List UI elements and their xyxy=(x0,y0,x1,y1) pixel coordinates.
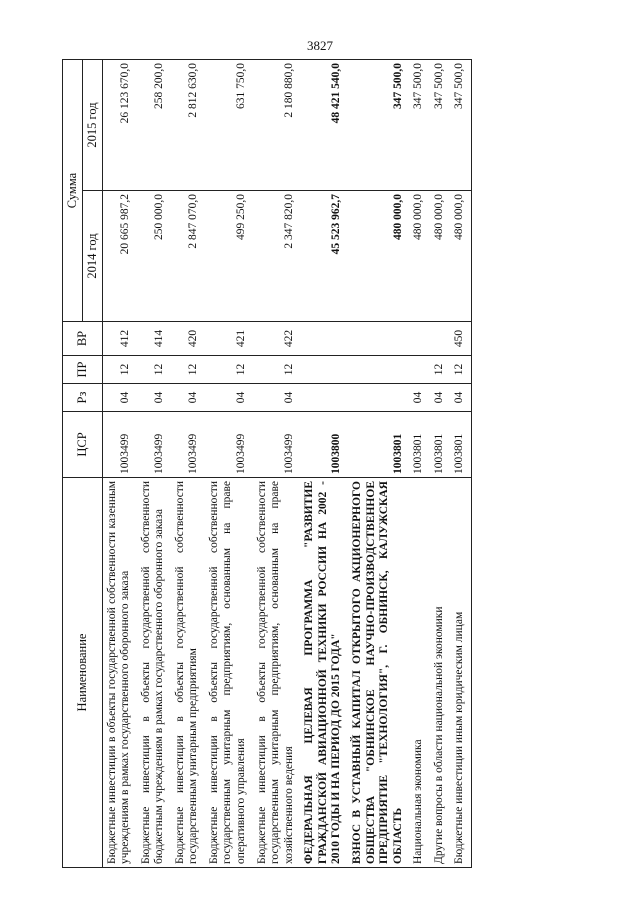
row-2014: 480 000,0 xyxy=(430,191,451,322)
row-2015: 347 500,0 xyxy=(430,60,451,191)
row-rz: 04 xyxy=(205,384,253,412)
row-pr: 12 xyxy=(450,356,471,384)
table-row xyxy=(171,60,205,868)
row-2014: 2 847 070,0 xyxy=(171,191,205,322)
row-vr: 421 xyxy=(205,322,253,356)
row-pr xyxy=(348,356,409,384)
row-name: Бюджетные инвестиции в объекты государственной собственности казенным учреждениям в рамках государственного оборонного заказа xyxy=(102,478,137,868)
table-row xyxy=(300,60,348,868)
row-csr: 1003499 xyxy=(102,412,137,478)
row-csr: 1003801 xyxy=(430,412,451,478)
row-vr: 412 xyxy=(102,322,137,356)
row-rz xyxy=(300,384,348,412)
table-row xyxy=(102,60,137,868)
row-pr: 12 xyxy=(137,356,171,384)
row-rz: 04 xyxy=(137,384,171,412)
row-2015: 347 500,0 xyxy=(450,60,471,191)
row-2014: 20 665 987,2 xyxy=(102,191,137,322)
row-name: Национальная экономика xyxy=(409,478,430,868)
row-pr: 12 xyxy=(205,356,253,384)
table-row xyxy=(348,60,409,868)
row-name: Бюджетные инвестиции в объекты государственной собственности государственным унитарным предприятиям xyxy=(171,478,205,868)
row-2014: 2 347 820,0 xyxy=(253,191,301,322)
row-rz: 04 xyxy=(253,384,301,412)
row-vr: 414 xyxy=(137,322,171,356)
row-2014: 480 000,0 xyxy=(450,191,471,322)
row-vr: 422 xyxy=(253,322,301,356)
table-row xyxy=(450,60,471,868)
row-name: Бюджетные инвестиции в объекты государственной собственности бюджетным учреждениям в рамках государственного оборонного заказа xyxy=(137,478,171,868)
budget-table-rotated xyxy=(62,60,584,868)
row-2014: 45 523 962,7 xyxy=(300,191,348,322)
row-2015: 48 421 540,0 xyxy=(300,60,348,191)
row-name: Бюджетные инвестиции иным юридическим лицам xyxy=(450,478,471,868)
row-pr xyxy=(300,356,348,384)
header-sum: Сумма xyxy=(63,60,83,322)
row-name: ВЗНОС В УСТАВНЫЙ КАПИТАЛ ОТКРЫТОГО АКЦИОНЕРНОГО ОБЩЕСТВА "ОБНИНСКОЕ НАУЧНО-ПРОИЗВОДСТВЕННОЕ ПРЕДПРИЯТИЕ "ТЕХНОЛОГИЯ", Г. ОБНИНСК, КАЛУЖСКАЯ ОБЛАСТЬ xyxy=(348,478,409,868)
row-rz: 04 xyxy=(171,384,205,412)
table-row xyxy=(137,60,171,868)
row-csr: 1003499 xyxy=(253,412,301,478)
header-name: Наименование xyxy=(63,478,103,868)
row-vr xyxy=(300,322,348,356)
budget-table xyxy=(62,59,472,868)
row-2015: 258 200,0 xyxy=(137,60,171,191)
row-rz: 04 xyxy=(102,384,137,412)
row-csr: 1003499 xyxy=(205,412,253,478)
table-body xyxy=(102,60,471,868)
row-name: ФЕДЕРАЛЬНАЯ ЦЕЛЕВАЯ ПРОГРАММА "РАЗВИТИЕ ГРАЖДАНСКОЙ АВИАЦИОННОЙ ТЕХНИКИ РОССИИ НА 2002 - 2010 ГОДЫ И НА ПЕРИОД ДО 2015 ГОДА" xyxy=(300,478,348,868)
table-row xyxy=(253,60,301,868)
row-pr: 12 xyxy=(171,356,205,384)
row-2014: 250 000,0 xyxy=(137,191,171,322)
row-rz xyxy=(348,384,409,412)
row-pr xyxy=(409,356,430,384)
row-vr xyxy=(409,322,430,356)
row-2015: 2 812 630,0 xyxy=(171,60,205,191)
row-csr: 1003801 xyxy=(409,412,430,478)
row-rz: 04 xyxy=(450,384,471,412)
row-pr: 12 xyxy=(253,356,301,384)
row-2014: 480 000,0 xyxy=(348,191,409,322)
row-2015: 26 123 670,0 xyxy=(102,60,137,191)
row-name: Бюджетные инвестиции в объекты государственной собственности государственным унитарным предприятиям, основанным на праве хозяйственного ведения xyxy=(253,478,301,868)
row-csr: 1003801 xyxy=(348,412,409,478)
header-pr: ПР xyxy=(63,356,103,384)
table-row xyxy=(205,60,253,868)
row-pr: 12 xyxy=(430,356,451,384)
row-pr: 12 xyxy=(102,356,137,384)
row-rz: 04 xyxy=(430,384,451,412)
row-name: Бюджетные инвестиции в объекты государственной собственности государственным унитарным предприятиям, основанным на праве оперативного управления xyxy=(205,478,253,868)
header-rz: Рз xyxy=(63,384,103,412)
row-2015: 347 500,0 xyxy=(409,60,430,191)
row-csr: 1003499 xyxy=(137,412,171,478)
row-vr: 450 xyxy=(450,322,471,356)
header-csr: ЦСР xyxy=(63,412,103,478)
row-csr: 1003801 xyxy=(450,412,471,478)
header-vr: ВР xyxy=(63,322,103,356)
row-vr: 420 xyxy=(171,322,205,356)
table-row xyxy=(430,60,451,868)
row-rz: 04 xyxy=(409,384,430,412)
page-number: 3827 xyxy=(307,38,333,53)
row-2015: 347 500,0 xyxy=(348,60,409,191)
row-2015: 2 180 880,0 xyxy=(253,60,301,191)
row-vr xyxy=(348,322,409,356)
row-vr xyxy=(430,322,451,356)
header-2015: 2015 год xyxy=(82,60,102,191)
row-2014: 480 000,0 xyxy=(409,191,430,322)
row-name: Другие вопросы в области национальной экономики xyxy=(430,478,451,868)
row-2014: 499 250,0 xyxy=(205,191,253,322)
table-row xyxy=(409,60,430,868)
header-2014: 2014 год xyxy=(82,191,102,322)
row-csr: 1003499 xyxy=(171,412,205,478)
row-2015: 631 750,0 xyxy=(205,60,253,191)
row-csr: 1003800 xyxy=(300,412,348,478)
